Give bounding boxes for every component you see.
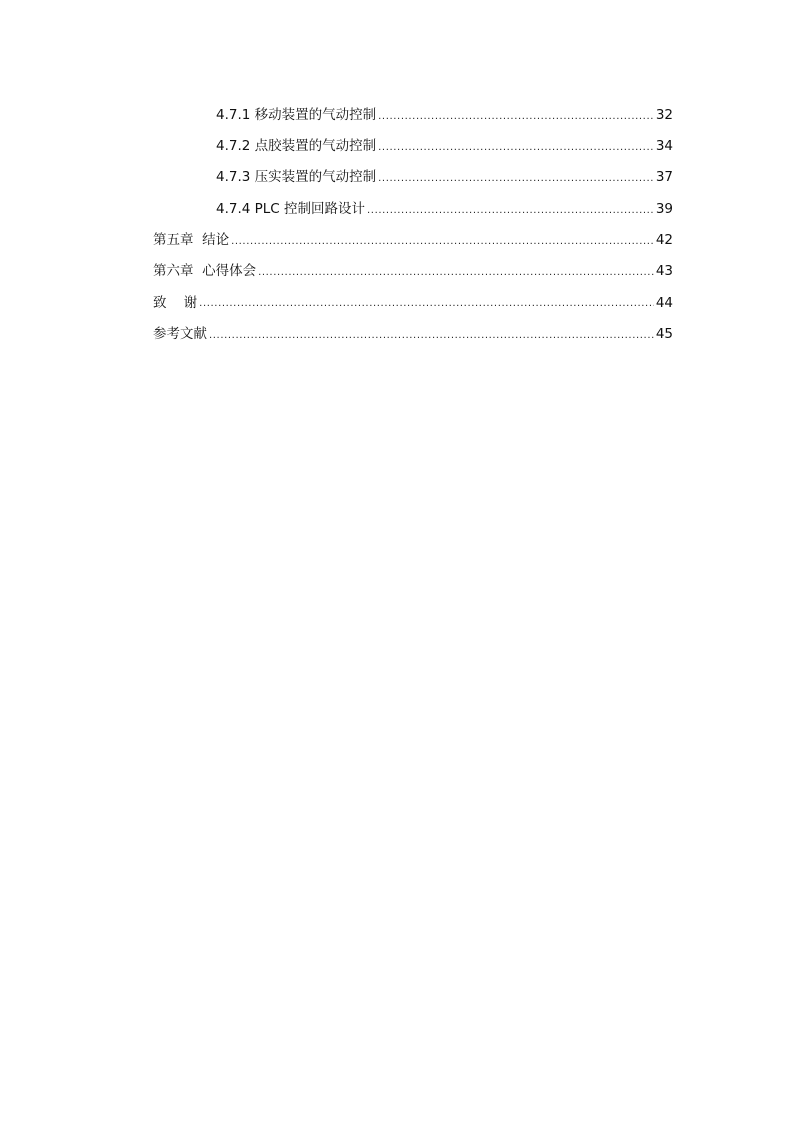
toc-dot-leader (209, 329, 654, 343)
toc-entry-title: 4.7.2 点胶装置的气动控制 (216, 138, 377, 155)
toc-entry-page: 42 (655, 232, 673, 249)
toc-entry-title: 第五章 结论 (153, 232, 230, 249)
toc-entry-page: 44 (655, 294, 673, 311)
toc-entry-title: 第六章 心得体会 (153, 263, 257, 280)
toc-entry-page: 45 (655, 325, 673, 342)
toc-entry-page: 37 (655, 169, 673, 186)
toc-dot-leader (367, 204, 654, 218)
toc-entry-page: 39 (655, 200, 673, 217)
toc-entry-title: 4.7.4 PLC 控制回路设计 (216, 200, 366, 217)
toc-entry-4-7-1[interactable] (153, 100, 673, 131)
toc-entry-title: 致 谢 (153, 294, 198, 311)
toc-entry-4-7-4[interactable] (153, 194, 673, 225)
table-of-contents (153, 100, 673, 350)
toc-dot-leader (378, 172, 654, 186)
toc-dot-leader (199, 297, 654, 311)
toc-entry-4-7-3[interactable] (153, 163, 673, 194)
toc-entry-references[interactable] (153, 319, 673, 350)
toc-entry-title: 参考文献 (153, 325, 207, 342)
toc-entry-title: 4.7.1 移动装置的气动控制 (216, 106, 377, 123)
toc-entry-chapter-5[interactable] (153, 225, 673, 256)
toc-dot-leader (258, 266, 654, 280)
toc-entry-title: 4.7.3 压实装置的气动控制 (216, 169, 377, 186)
toc-entry-page: 32 (655, 106, 673, 123)
toc-entry-4-7-2[interactable] (153, 131, 673, 162)
toc-entry-chapter-6[interactable] (153, 256, 673, 287)
toc-dot-leader (231, 235, 654, 249)
toc-entry-page: 34 (655, 138, 673, 155)
toc-entry-acknowledgements[interactable] (153, 288, 673, 319)
toc-dot-leader (378, 141, 654, 155)
toc-entry-page: 43 (655, 263, 673, 280)
toc-dot-leader (378, 110, 654, 124)
